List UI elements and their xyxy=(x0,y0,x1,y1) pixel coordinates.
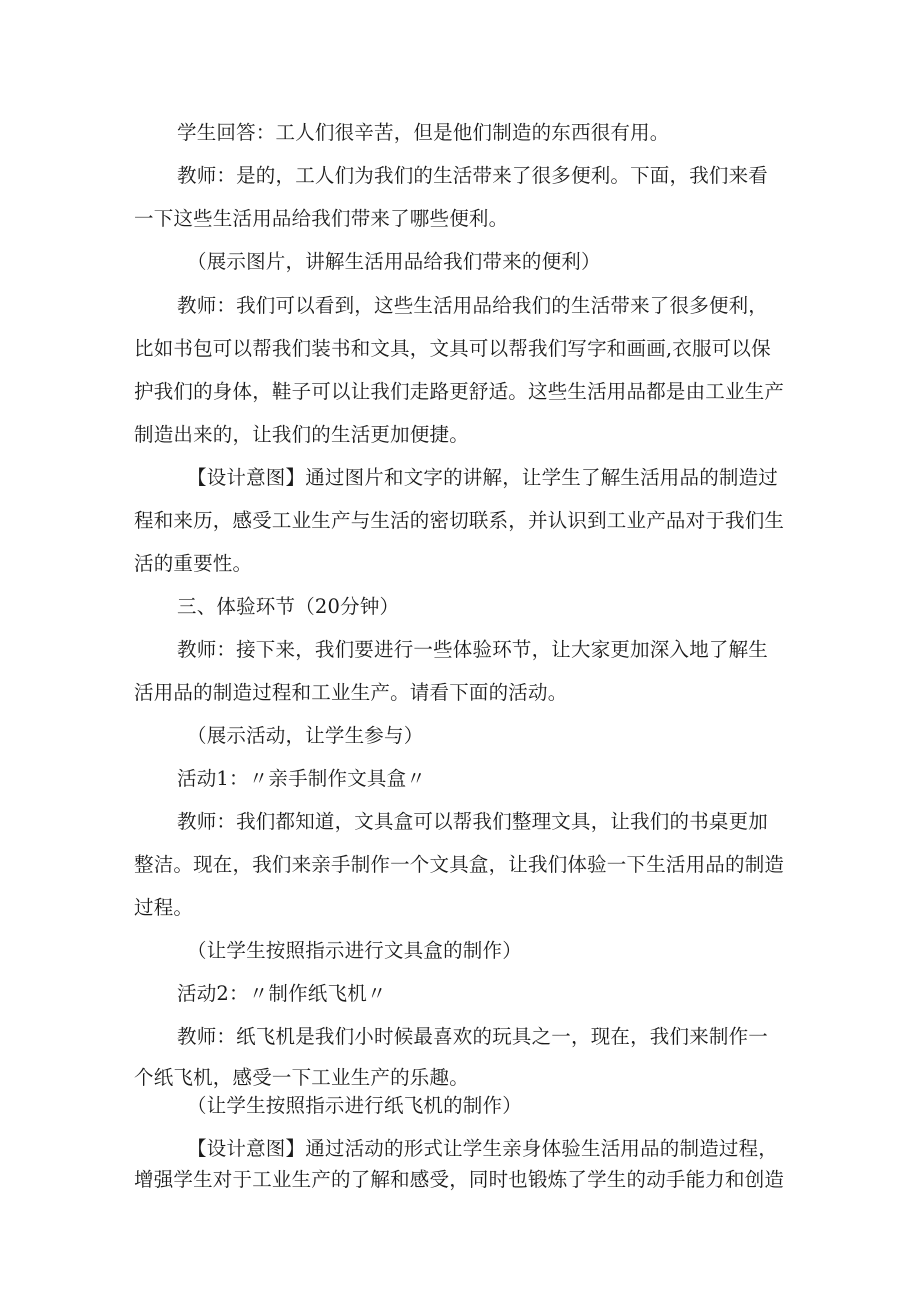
activity-heading: 活动2：〃制作纸飞机〃 xyxy=(177,982,387,1005)
text-line: 活的重要性。 xyxy=(134,552,253,575)
text-line: 个纸飞机，感受一下工业生产的乐趣。 xyxy=(134,1066,469,1089)
section-heading: 三、体验环节（20分钟） xyxy=(177,595,400,618)
text-line: 整洁。现在，我们来亲手制作一个文具盒，让我们体验一下生活用品的制造 xyxy=(134,853,785,876)
text-line: 教师：我们都知道，文具盒可以帮我们整理文具，让我们的书桌更加 xyxy=(177,810,769,833)
text-line: 【设计意图】通过图片和文字的讲解，让学生了解生活用品的制造过 xyxy=(187,466,779,489)
text-line: 教师：接下来，我们要进行一些体验环节，让大家更加深入地了解生 xyxy=(177,638,769,661)
activity-heading: 活动1：〃亲手制作文具盒〃 xyxy=(177,767,427,790)
text-line: （展示图片，讲解生活用品给我们带来的便利） xyxy=(187,250,601,273)
text-line: 增强学生对于工业生产的了解和感受，同时也锻炼了学生的动手能力和创造 xyxy=(134,1168,785,1191)
text-line: 程和来历，感受工业生产与生活的密切联系，并认识到工业产品对于我们生 xyxy=(134,509,785,532)
text-line: 制造出来的，让我们的生活更加便捷。 xyxy=(134,423,469,446)
text-line: （让学生按照指示进行文具盒的制作） xyxy=(187,939,522,962)
text-line: （展示活动，让学生参与） xyxy=(187,724,424,747)
text-line: （让学生按照指示进行纸飞机的制作） xyxy=(187,1094,522,1117)
text-line: 比如书包可以帮我们装书和文具，文具可以帮我们写字和画画,衣服可以保 xyxy=(134,337,771,360)
text-line: 护我们的身体，鞋子可以让我们走路更舒适。这些生活用品都是由工业生产 xyxy=(134,380,785,403)
text-line: 过程。 xyxy=(134,896,194,919)
text-line: 教师：是的，工人们为我们的生活带来了很多便利。下面，我们来看 xyxy=(177,164,769,187)
text-line: 一下这些生活用品给我们带来了哪些便利。 xyxy=(134,207,509,230)
text-line: 学生回答：工人们很辛苦，但是他们制造的东西很有用。 xyxy=(177,121,670,144)
text-line: 活用品的制造过程和工业生产。请看下面的活动。 xyxy=(134,681,568,704)
text-line: 教师：纸飞机是我们小时候最喜欢的玩具之一，现在，我们来制作一 xyxy=(177,1025,769,1048)
text-line: 【设计意图】通过活动的形式让学生亲身体验生活用品的制造过程， xyxy=(187,1137,779,1160)
text-line: 教师：我们可以看到，这些生活用品给我们的生活带来了很多便利， xyxy=(177,294,769,317)
